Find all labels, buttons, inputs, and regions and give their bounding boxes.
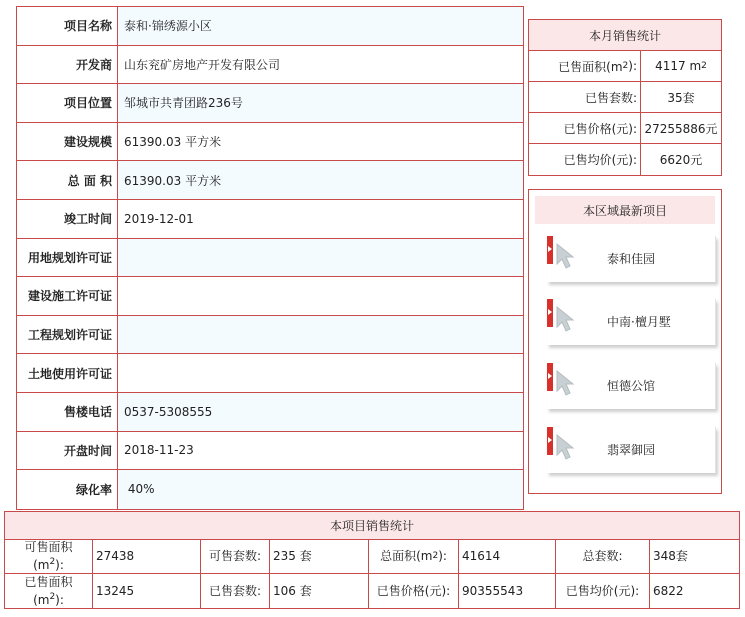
label-land-use-permit: 土地使用许可证 — [17, 354, 118, 392]
red-flag-icon — [547, 299, 553, 327]
row-land-use-permit — [17, 354, 523, 393]
monthly-units-label: 已售套数: — [529, 82, 641, 112]
row-developer — [17, 46, 523, 85]
sold-area-value: 13245 — [93, 574, 201, 608]
label-greening-rate: 绿化率 — [17, 470, 118, 509]
sold-area-label — [5, 574, 93, 608]
value-construction-permit — [118, 277, 523, 315]
row-greening-rate — [17, 470, 523, 509]
sold-units-value: 106 套 — [270, 574, 369, 608]
new-project-card[interactable] — [547, 236, 716, 282]
label-engineering-permit: 工程规划许可证 — [17, 316, 118, 354]
value-greening-rate: 40% — [118, 470, 523, 509]
monthly-avg-value: 6620元 — [659, 153, 703, 167]
monthly-area-value — [641, 51, 721, 81]
total-area-label-close: ): — [438, 549, 447, 563]
sold-area-label-text: 已售面积 — [24, 574, 73, 589]
value-land-planning-permit — [118, 239, 523, 277]
value-total-area: 61390.03 平方米 — [118, 161, 523, 199]
total-units-label: 总套数: — [556, 540, 650, 573]
sold-units-label: 已售套数: — [201, 574, 270, 608]
new-project-name[interactable]: 泰和佳园 — [607, 252, 656, 266]
monthly-area-row — [529, 51, 721, 82]
monthly-price-label: 已售价格(元): — [529, 113, 641, 143]
value-land-use-permit — [118, 354, 523, 392]
sold-price-label: 已售价格(元): — [369, 574, 459, 608]
row-opening-date — [17, 432, 523, 471]
row-project-name — [17, 7, 523, 46]
monthly-units-row — [529, 82, 721, 113]
row-construction-permit — [17, 277, 523, 316]
available-area-value: 27438 — [93, 540, 201, 573]
label-opening-date: 开盘时间 — [17, 432, 118, 470]
label-developer: 开发商 — [17, 46, 118, 84]
monthly-area-label-close: ): — [628, 59, 637, 73]
new-project-name[interactable]: 恒德公馆 — [607, 379, 656, 393]
project-sales-title: 本项目销售统计 — [5, 512, 739, 540]
label-construction-permit: 建设施工许可证 — [17, 277, 118, 315]
value-location: 邹城市共青团路236号 — [118, 84, 523, 122]
total-area-label-sup: 2 — [432, 551, 439, 561]
available-area-label-wrap — [24, 540, 72, 573]
row-location — [17, 84, 523, 123]
red-flag-icon — [547, 427, 553, 455]
new-projects-title: 本区域最新项目 — [535, 196, 715, 224]
row-land-planning-permit — [17, 239, 523, 278]
available-area-unit-close: ): — [55, 558, 64, 572]
value-developer: 山东兖矿房地产开发有限公司 — [118, 46, 523, 84]
label-project-name: 项目名称 — [17, 7, 118, 45]
project-sales-row-available — [5, 540, 739, 574]
total-area-label-text: 总面积(m — [380, 549, 433, 563]
label-land-planning-permit: 用地规划许可证 — [17, 239, 118, 277]
value-engineering-permit — [118, 316, 523, 354]
available-units-label: 可售套数: — [201, 540, 270, 573]
label-location: 项目位置 — [17, 84, 118, 122]
available-area-label — [5, 540, 93, 573]
monthly-area-label-sup: 2 — [622, 61, 629, 71]
sold-price-value: 90355543 — [459, 574, 556, 608]
red-flag-icon — [547, 236, 553, 264]
label-total-area: 总 面 积 — [17, 161, 118, 199]
monthly-sales-title: 本月销售统计 — [529, 20, 721, 51]
project-sales-row-sold — [5, 574, 739, 608]
new-project-name[interactable]: 中南·檀月墅 — [607, 315, 671, 329]
row-build-scale — [17, 123, 523, 162]
row-sales-phone — [17, 393, 523, 432]
total-area-value: 41614 — [459, 540, 556, 573]
pointer-cursor-icon — [555, 433, 579, 461]
value-project-name: 泰和·锦绣源小区 — [118, 7, 523, 45]
project-sales-table — [4, 511, 740, 609]
new-project-card[interactable] — [547, 299, 716, 345]
monthly-area-label — [529, 51, 641, 81]
monthly-area-value-sup: 2 — [701, 61, 707, 71]
sold-area-label-wrap — [24, 575, 72, 608]
sold-area-unit-open: (m — [33, 592, 50, 607]
sold-area-unit-sup: 2 — [49, 591, 56, 602]
new-project-card[interactable] — [547, 363, 716, 409]
new-project-name[interactable]: 翡翠御园 — [607, 443, 656, 457]
label-completion-date: 竣工时间 — [17, 200, 118, 238]
available-area-unit-open: (m — [33, 558, 50, 572]
value-sales-phone: 0537-5308555 — [118, 393, 523, 431]
new-project-card[interactable] — [547, 427, 716, 473]
row-engineering-permit — [17, 316, 523, 355]
pointer-cursor-icon — [555, 369, 579, 397]
avg-price-label: 已售均价(元): — [556, 574, 650, 608]
avg-price-value: 6822 — [653, 583, 684, 598]
value-completion-date: 2019-12-01 — [118, 200, 523, 238]
sold-area-unit-close: ): — [55, 592, 64, 607]
label-build-scale: 建设规模 — [17, 123, 118, 161]
red-flag-icon — [547, 363, 553, 391]
value-build-scale: 61390.03 平方米 — [118, 123, 523, 161]
monthly-avg-label: 已售均价(元): — [529, 144, 641, 175]
monthly-price-row — [529, 113, 721, 144]
row-total-area — [17, 161, 523, 200]
row-completion-date — [17, 200, 523, 239]
monthly-area-label-text: 已售面积(m — [558, 59, 623, 74]
monthly-sales-panel — [528, 19, 722, 176]
project-info-table — [16, 6, 524, 510]
monthly-price-value: 27255886元 — [644, 121, 718, 136]
pointer-cursor-icon — [555, 242, 579, 270]
pointer-cursor-icon — [555, 305, 579, 333]
available-area-unit-sup: 2 — [49, 557, 56, 567]
total-units-value: 348套 — [653, 549, 688, 563]
value-opening-date: 2018-11-23 — [118, 432, 523, 470]
available-area-label-text: 可售面积 — [24, 540, 73, 554]
monthly-units-value: 35套 — [667, 90, 695, 105]
total-area-label — [369, 540, 459, 573]
monthly-avg-row — [529, 144, 721, 175]
label-sales-phone: 售楼电话 — [17, 393, 118, 431]
new-projects-panel — [528, 189, 722, 494]
monthly-area-value-text: 4117 m — [655, 59, 702, 73]
available-units-value: 235 套 — [270, 540, 369, 573]
